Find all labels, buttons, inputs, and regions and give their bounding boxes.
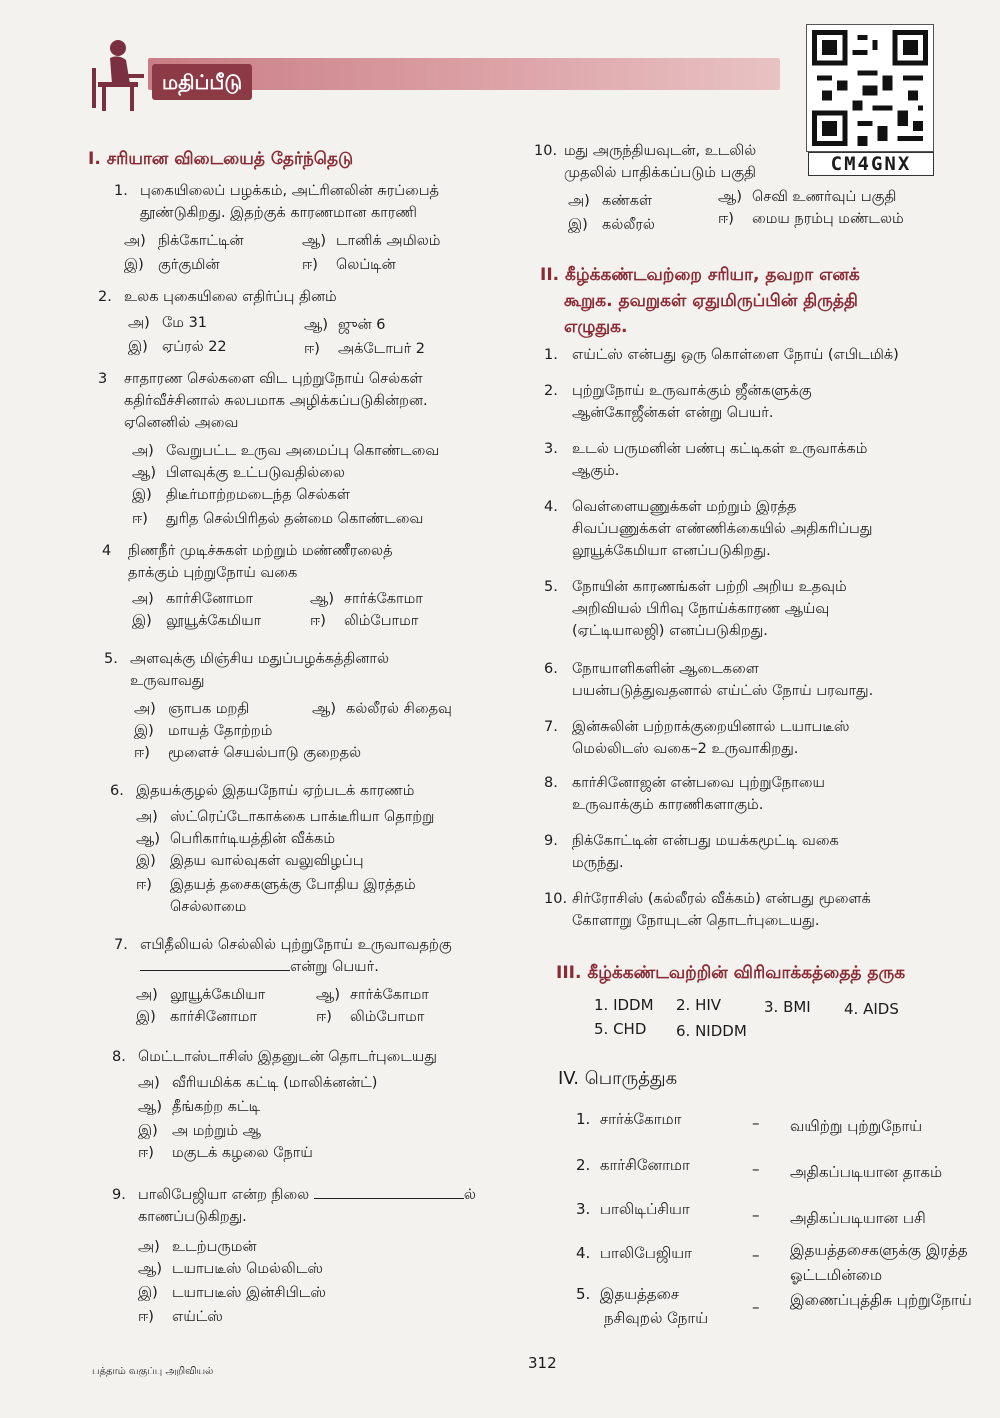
opt-text[interactable]: இதய வால்வுகள் வலுவிழப்பு [170,853,364,869]
q-text: தாக்கும் புற்றுநோய் வகை [128,565,298,581]
opt-label: அ) [132,591,154,607]
q-number: 1. [114,183,128,199]
q-text: பாலிபேஜியா என்ற நிலை [138,1187,310,1203]
opt-text[interactable]: மாயத் தோற்றம் [168,723,273,739]
tf-item [544,576,957,642]
opt-label: ஆ) [132,465,156,481]
match-left-text: சார்க்கோமா [599,1110,682,1128]
opt-label: அ) [138,1075,160,1091]
match-left [576,1156,690,1176]
opt-text[interactable]: ஞாபக மறதி [168,701,250,717]
opt-label: இ) [136,853,156,869]
opt-text[interactable]: மைய நரம்பு மண்டலம் [752,211,904,227]
opt-text[interactable]: லூயூக்கேமியா [166,613,262,629]
opt-text[interactable]: டயாபடீஸ் மெல்லிடஸ் [172,1261,323,1277]
opt-label: இ) [132,613,152,629]
opt-text[interactable]: மூளைச் செயல்பாடு குறைதல் [168,745,362,761]
opt-label: அ) [136,809,158,825]
tf-item [544,772,957,816]
opt-label: அ) [138,1239,160,1255]
opt-text[interactable]: லிம்போமா [350,1009,425,1025]
opt-label: ஈ) [132,511,148,527]
opt-label: ஆ) [136,831,160,847]
q-text: நிணநீர் முடிச்சுகள் மற்றும் மண்ணீரலைத் [128,543,393,559]
answer-blank[interactable] [140,958,290,971]
abbr-item: 1. IDDM [594,996,654,1014]
q-text: ஏனெனில் அவை [124,415,239,431]
opt-text[interactable]: குர்குமின் [158,257,220,273]
match-dash: – [752,1160,760,1178]
tf-number: 6. [544,661,558,677]
q-text: மது அருந்தியவுடன், உடலில் [564,143,757,159]
match-right: அதிகப்படியான பசி [790,1209,926,1227]
match-dash: – [752,1206,760,1224]
q-text: இதயக்குழல் இதயநோய் ஏற்படக் காரணம் [136,783,415,799]
q-text: காணப்படுகிறது. [138,1209,247,1225]
match-left [576,1200,690,1220]
opt-text[interactable]: கல்லீரல் [602,217,655,233]
q-text: முதலில் பாதிக்கப்படும் பகுதி [564,165,757,181]
opt-text[interactable]: கார்சினோமா [166,591,253,607]
tf-text: வெள்ளையணுக்கள் மற்றும் இரத்த [572,499,797,515]
opt-label: இ) [138,1285,158,1301]
match-number: 4. [576,1244,591,1262]
tf-item [544,888,957,932]
opt-text[interactable]: நிக்கோட்டின் [158,233,244,249]
q-number: 9. [112,1187,126,1203]
tf-text: எய்ட்ஸ் என்பது ஒரு கொள்ளை நோய் (எபிடமிக்) [572,347,899,363]
tf-text: மருந்து. [572,855,624,871]
q-number: 10. [534,143,558,159]
match-left [576,1282,708,1330]
opt-label: ஈ) [302,257,318,273]
opt-text[interactable]: லூயூக்கேமியா [170,987,266,1003]
opt-text[interactable]: தீங்கற்ற கட்டி [172,1099,261,1115]
match-left-text: பாலிபேஜியா [599,1244,692,1262]
tf-text: லூயூக்கேமியா எனப்படுகிறது. [572,543,771,559]
opt-text[interactable]: கார்சினோமா [170,1009,257,1025]
opt-label: இ) [136,1009,156,1025]
tf-text: அறிவியல் பிரிவு நோய்க்காரண ஆய்வு [572,601,830,617]
abbr-item: 2. HIV [676,996,722,1014]
tf-text: இன்சுலின் பற்றாக்குறையினால் டயாபடீஸ் [572,719,850,735]
match-number: 5. [576,1285,591,1303]
page-title: மதிப்பீடு [152,64,252,100]
abbr-item: 3. BMI [764,998,811,1016]
opt-label: ஈ) [316,1009,332,1025]
page-number: 312 [528,1354,557,1372]
section1-title: I. சரியான விடையைத் தேர்ந்தெடு [88,149,354,169]
opt-label: ஈ) [718,211,734,227]
match-dash: – [752,1298,760,1316]
q-text: அளவுக்கு மிஞ்சிய மதுப்பழக்கத்தினால் [130,651,390,667]
opt-label: அ) [128,315,150,331]
opt-text[interactable]: உடற்பருமன் [172,1239,257,1255]
opt-text[interactable]: கண்கள் [602,193,653,209]
tf-number: 5. [544,579,558,595]
tf-text: உடல் பருமனின் பண்பு கட்டிகள் உருவாக்கம் [572,441,868,457]
q-text: மெட்டாஸ்டாசிஸ் இதனுடன் தொடர்புடையது [138,1049,437,1065]
tf-number: 3. [544,441,558,457]
opt-text[interactable]: செவி உணர்வுப் பகுதி [752,189,897,205]
section4-title: IV. பொருத்துக [558,1068,678,1089]
tf-text: புற்றுநோய் உருவாக்கும் ஜீன்களுக்கு [572,383,812,399]
section2-title-line: கூறுக. தவறுகள் ஏதுமிருப்பின் திருத்தி [564,291,858,311]
match-dash: – [752,1114,760,1132]
section3-title: III. கீழ்க்கண்டவற்றின் விரிவாக்கத்தைத் தருக [556,963,906,983]
section2-title-line: எழுதுக. [564,317,628,337]
opt-text[interactable]: கல்லீரல் சிதைவு [346,701,452,717]
opt-text[interactable]: ஜுன் 6 [338,317,386,333]
opt-text[interactable]: டானிக் அமிலம் [336,233,441,249]
opt-text[interactable]: மகுடக் கழலை நோய் [172,1145,313,1161]
opt-text[interactable]: பெரிகார்டியத்தின் வீக்கம் [170,831,336,847]
footer-book-title: பத்தாம் வகுப்பு அறிவியல் [92,1366,214,1377]
tf-item [544,830,957,874]
opt-text[interactable]: சார்க்கோமா [350,987,429,1003]
match-left-text: கார்சினோமா [599,1156,690,1174]
tf-text: கோளாறு நோயுடன் தொடர்புடையது. [572,913,820,929]
opt-label: ஈ) [138,1309,154,1325]
tf-text: மெல்லிடஸ் வகை–2 உருவாகிறது. [572,741,799,757]
opt-text[interactable]: திடீர்மாற்றமடைந்த செல்கள் [166,487,350,503]
tf-item [544,344,957,366]
answer-blank[interactable] [314,1186,464,1199]
opt-label: அ) [134,701,156,717]
opt-text[interactable]: அக்டோபர் 2 [338,341,425,357]
opt-text[interactable]: எய்ட்ஸ் [172,1309,223,1325]
opt-text[interactable]: டயாபடீஸ் இன்சிபிடஸ் [172,1285,326,1301]
opt-text[interactable]: லிம்போமா [344,613,419,629]
match-number: 2. [576,1156,591,1174]
opt-text[interactable]: ஸ்ட்ரெப்டோகாக்கை பாக்டீரியா தொற்று [170,809,435,825]
tf-number: 8. [544,775,558,791]
abbr-item: 4. AIDS [844,1000,899,1018]
q-number: 3 [98,371,108,387]
q-number: 7. [114,937,128,953]
match-number: 1. [576,1110,591,1128]
opt-text[interactable]: மே 31 [162,315,208,331]
q-text: உருவாவது [130,673,205,689]
q-text: எபிதீலியல் செல்லில் புற்றுநோய் உருவாவதற்கு [140,937,452,953]
opt-label: அ) [136,987,158,1003]
opt-text[interactable]: வீரியமிக்க கட்டி (மாலிக்னன்ட்) [172,1075,378,1091]
opt-label: ஆ) [138,1099,162,1115]
opt-label: ஆ) [312,701,336,717]
match-dash: – [752,1246,760,1264]
tf-text: சிவப்பணுக்கள் எண்ணிக்கையில் அதிகரிப்பது [572,521,873,537]
tf-item [544,658,957,702]
match-left [576,1244,692,1264]
opt-text[interactable]: ஏப்ரல் 22 [162,339,227,355]
opt-label: ஈ) [134,745,150,761]
tf-item [544,716,957,760]
tf-number: 1. [544,347,558,363]
opt-text[interactable]: இதயத் தசைகளுக்கு போதிய இரத்தம் [170,877,416,893]
tf-item [544,496,957,562]
tf-number: 9. [544,833,558,849]
opt-text[interactable]: லெப்டின் [336,257,396,273]
abbr-item: 6. NIDDM [676,1022,747,1040]
q-text: புகையிலைப் பழக்கம், அட்ரினலின் சுரப்பைத் [140,183,440,199]
opt-text[interactable]: சார்க்கோமா [344,591,423,607]
opt-text[interactable]: துரித செல்பிரிதல் தன்மை கொண்டவை [166,511,424,527]
match-left-text: நசிவுறல் நோய் [604,1309,709,1327]
match-right: வயிற்று புற்றுநோய் [790,1117,923,1135]
opt-label: ஈ) [136,877,152,893]
match-number: 3. [576,1200,591,1218]
tf-text: பயன்படுத்துவதனால் எய்ட்ஸ் நோய் பரவாது. [572,683,874,699]
tf-number: 10. [544,891,568,907]
tf-text: சிர்ரோசிஸ் (கல்லீரல் வீக்கம்) என்பது மூளைக் [572,891,871,907]
opt-text: செல்லாமை [170,899,247,915]
opt-label: ஆ) [138,1261,162,1277]
q-text: கதிர்வீச்சினால் சுலபமாக அழிக்கப்படுகின்றன. [124,393,428,409]
q-number: 5. [104,651,118,667]
match-left [576,1110,681,1130]
tf-text: நோயாளிகளின் ஆடைகளை [572,661,759,677]
abbr-item: 5. CHD [594,1020,647,1038]
q-number: 2. [98,289,112,305]
student-reading-icon [88,38,148,114]
q-number: 8. [112,1049,126,1065]
match-right: அதிகப்படியான தாகம் [790,1163,943,1181]
tf-text: நிக்கோட்டின் என்பது மயக்கமூட்டி வகை [572,833,839,849]
q-text: சாதாரண செல்களை விட புற்றுநோய் செல்கள் [124,371,423,387]
tf-text: நோயின் காரணங்கள் பற்றி அறிய உதவும் [572,579,847,595]
opt-label: இ) [568,217,588,233]
section2-title [540,262,950,340]
match-right: இணைப்புத்திசு புற்றுநோய் [790,1291,972,1309]
opt-label: இ) [132,487,152,503]
q-text: தூண்டுகிறது. இதற்குக் காரணமான காரணி [140,205,417,221]
tf-text: உருவாக்கும் காரணிகளாகும். [572,797,764,813]
opt-label: ஈ) [138,1145,154,1161]
opt-label: ஆ) [718,189,742,205]
opt-text[interactable]: வேறுபட்ட உருவ அமைப்பு கொண்டவை [166,443,440,459]
opt-text[interactable]: அ மற்றும் ஆ [172,1123,261,1139]
q-text: என்று பெயர். [290,959,379,975]
opt-label: ஈ) [310,613,326,629]
opt-label: ஆ) [310,591,334,607]
opt-label: இ) [124,257,144,273]
tf-number: 4. [544,499,558,515]
opt-label: ஈ) [304,341,320,357]
tf-text: ஆன்கோஜீன்கள் என்று பெயர். [572,405,774,421]
q-text: ல் [463,1187,476,1203]
tf-text: ஆகும். [572,463,620,479]
tf-text: கார்சினோஜன் என்பவை புற்றுநோயை [572,775,825,791]
match-right: இதயத்தசைகளுக்கு இரத்த ஓட்டமின்மை [790,1241,968,1284]
tf-text: (ஏட்டியாலஜி) எனப்படுகிறது. [572,623,768,639]
opt-text[interactable]: பிளவுக்கு உட்படுவதில்லை [166,465,345,481]
opt-label: அ) [132,443,154,459]
q-number: 4 [102,543,112,559]
tf-number: 2. [544,383,558,399]
opt-label: இ) [138,1123,158,1139]
opt-label: ஆ) [304,317,328,333]
opt-label: ஆ) [316,987,340,1003]
tf-number: 7. [544,719,558,735]
opt-label: இ) [134,723,154,739]
section2-title-line: II. கீழ்க்கண்டவற்றை சரியா, தவறா எனக் [540,265,860,285]
opt-label: அ) [568,193,590,209]
match-left-text: பாலிடிப்சியா [599,1200,690,1218]
qr-code-label: CM4GNX [808,152,934,176]
opt-label: இ) [128,339,148,355]
match-left-text: இதயத்தசை [599,1285,680,1303]
tf-item [544,380,957,424]
opt-label: அ) [124,233,146,249]
q-text: உலக புகையிலை எதிர்ப்பு தினம் [124,289,337,305]
q-number: 6. [110,783,124,799]
opt-label: ஆ) [302,233,326,249]
tf-item [544,438,957,482]
qr-code-icon[interactable] [806,24,934,152]
